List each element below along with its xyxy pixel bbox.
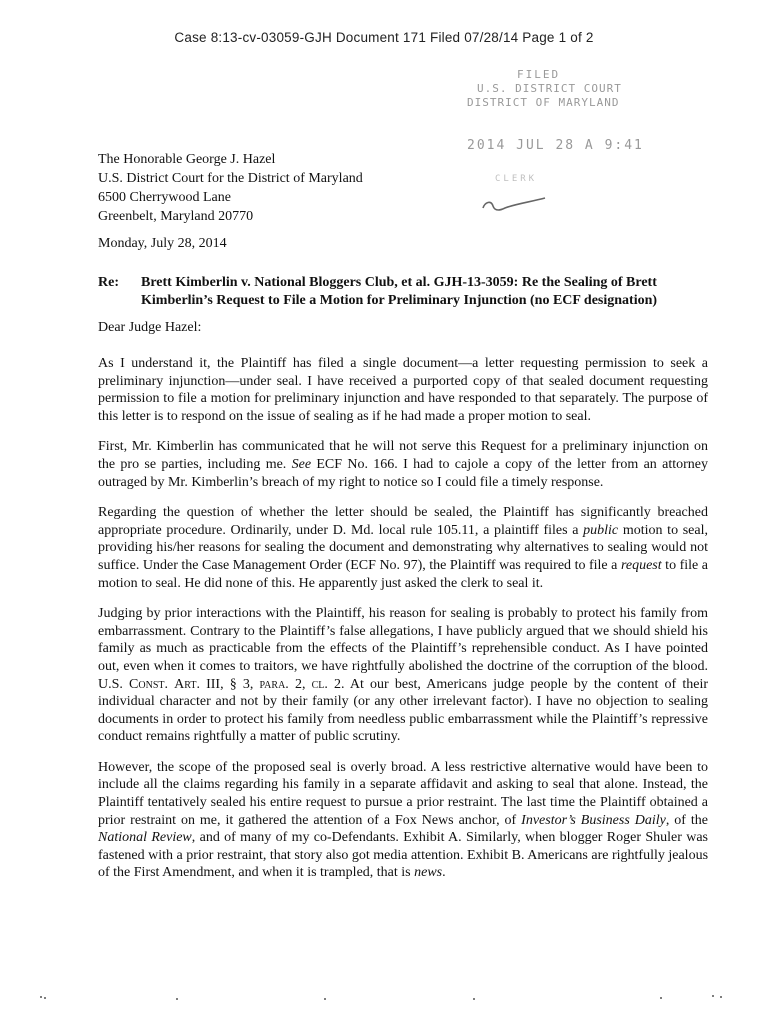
stamp-line: 2014 JUL 28 A 9:41	[467, 138, 644, 153]
case-header: Case 8:13-cv-03059-GJH Document 171 Filed 07/28/14 Page 1 of 2	[174, 30, 594, 45]
scan-speck	[40, 996, 42, 998]
text-run: Judging by prior interactions with the Plaintiff, his reason for sealing is probably to protect his family from embarrassment. Contrary to the Plaintiff’s false allegations, I have publicly argued that we should shield his family as much as practicable from the effects of the Plaintiff’s reprehensible conduct. As I have pointed out, even when it comes to traitors, we have rightfully abolished the doctrine of the corruption of the blood. U.S.	[98, 606, 708, 692]
re-text: Brett Kimberlin v. National Bloggers Club, et al. GJH-13-3059: Re the Sealing of Brett Kimberlin’s Request to File a Motion for Preliminary Injunction (no ECF designation)	[141, 275, 658, 308]
scan-speck	[720, 996, 722, 998]
paragraph-2	[98, 438, 708, 491]
scan-speck	[324, 998, 326, 1000]
small-caps: Art.	[174, 676, 200, 692]
subject-line	[98, 274, 710, 310]
citation-signal: See	[291, 456, 312, 472]
emphasis: news	[414, 865, 443, 881]
small-caps: Const.	[129, 676, 168, 692]
addressee-line: The Honorable George J. Hazel	[98, 152, 276, 167]
text-run: 2. At our best, Americans judge people by the content of their individual character and not by their family (or any other irrelevant factor). I have no objection to sealing documents in order to protect his family from needless public embarrassment while the Plaintiff’s repressive conduct remains rightfully a matter of public scrutiny.	[98, 676, 708, 745]
small-caps: para.	[259, 676, 289, 692]
publication-title: National Review	[98, 830, 192, 846]
text-run: .	[442, 865, 446, 881]
stamp-line: DISTRICT OF MARYLAND	[467, 96, 620, 109]
emphasis: public	[583, 522, 619, 538]
text-run: , of the	[665, 812, 708, 828]
letter-body	[98, 355, 708, 895]
publication-title: Investor’s Business Daily	[521, 812, 666, 828]
addressee-line: Greenbelt, Maryland 20770	[98, 209, 254, 224]
salutation: Dear Judge Hazel:	[98, 320, 202, 335]
scan-speck	[44, 997, 46, 999]
paragraph-3	[98, 504, 708, 592]
addressee-line: 6500 Cherrywood Lane	[98, 190, 231, 205]
scan-speck	[473, 998, 475, 1000]
addressee-block	[98, 150, 363, 226]
stamp-line: FILED	[517, 68, 561, 81]
scan-speck	[712, 995, 714, 997]
paragraph-1: As I understand it, the Plaintiff has filed a single document—a letter requesting permission to seek a preliminary injunction—under seal. I have received a purported copy of that sealed document requesting permission to file a motion for preliminary injunction and have responded to that separately. The purpose of this letter is to respond on the issue of sealing as if he had made a proper motion to seal.	[98, 356, 708, 424]
text-run: First, Mr. Kimberlin has communicated that he will not serve this Request for a preliminary injunction on the pro se parties, including me.	[98, 439, 708, 472]
text-run: motion to seal, providing his/her reasons for sealing the document and demonstrating why alternatives to sealing would not suffice. Under the Case Management Order (ECF No. 97), the Plaintiff was required to file a	[98, 522, 709, 573]
text-run: Regarding the question of whether the letter should be sealed, the Plaintiff has significantly breached appropriate procedure. Ordinarily, under D. Md. local rule 105.11, a plaintiff files a	[98, 505, 708, 538]
filed-stamp	[455, 68, 655, 228]
emphasis: request	[620, 557, 662, 573]
letter-date: Monday, July 28, 2014	[98, 236, 227, 251]
re-label: Re:	[98, 275, 119, 290]
stamp-line: U.S. DISTRICT COURT	[477, 82, 622, 95]
scan-speck	[660, 997, 662, 999]
stamp-line: CLERK	[495, 174, 538, 184]
clerk-initials-mark	[475, 196, 575, 220]
text-run: ECF No. 166. I had to cajole a copy of the letter from an attorney outraged by Mr. Kimberlin’s breach of my right to notice so I could file a timely response.	[98, 456, 708, 490]
paragraph-5	[98, 759, 708, 882]
small-caps: cl.	[311, 676, 328, 692]
text-run: , and of many of my co-Defendants. Exhibit A. Similarly, when blogger Roger Shuler was fastened with a prior restraint, that story also got media attention. Exhibit B. Americans are rightfully jealous of the First Amendment, and when it is trampled, that is	[98, 830, 709, 881]
scan-speck	[176, 998, 178, 1000]
text-run: III, § 3,	[199, 676, 260, 692]
text-run: However, the scope of the proposed seal is overly broad. A less restrictive alternative would have been to include all the claims regarding his family in a separate affidavit and asking to seal that alone. Instead, the Plaintiff tentatively sealed his entire request to pursue a prior restraint. The last time the Plaintiff obtained a prior restraint on me, it gathered the attention of a Fox News anchor, of	[98, 759, 708, 828]
paragraph-4	[98, 605, 708, 746]
addressee-line: U.S. District Court for the District of Maryland	[98, 171, 363, 186]
text-run: to file a motion to seal. He did none of this. He apparently just asked the clerk to seal it.	[98, 557, 709, 591]
text-run: 2,	[288, 676, 312, 692]
scan-artifacts	[0, 990, 768, 1010]
